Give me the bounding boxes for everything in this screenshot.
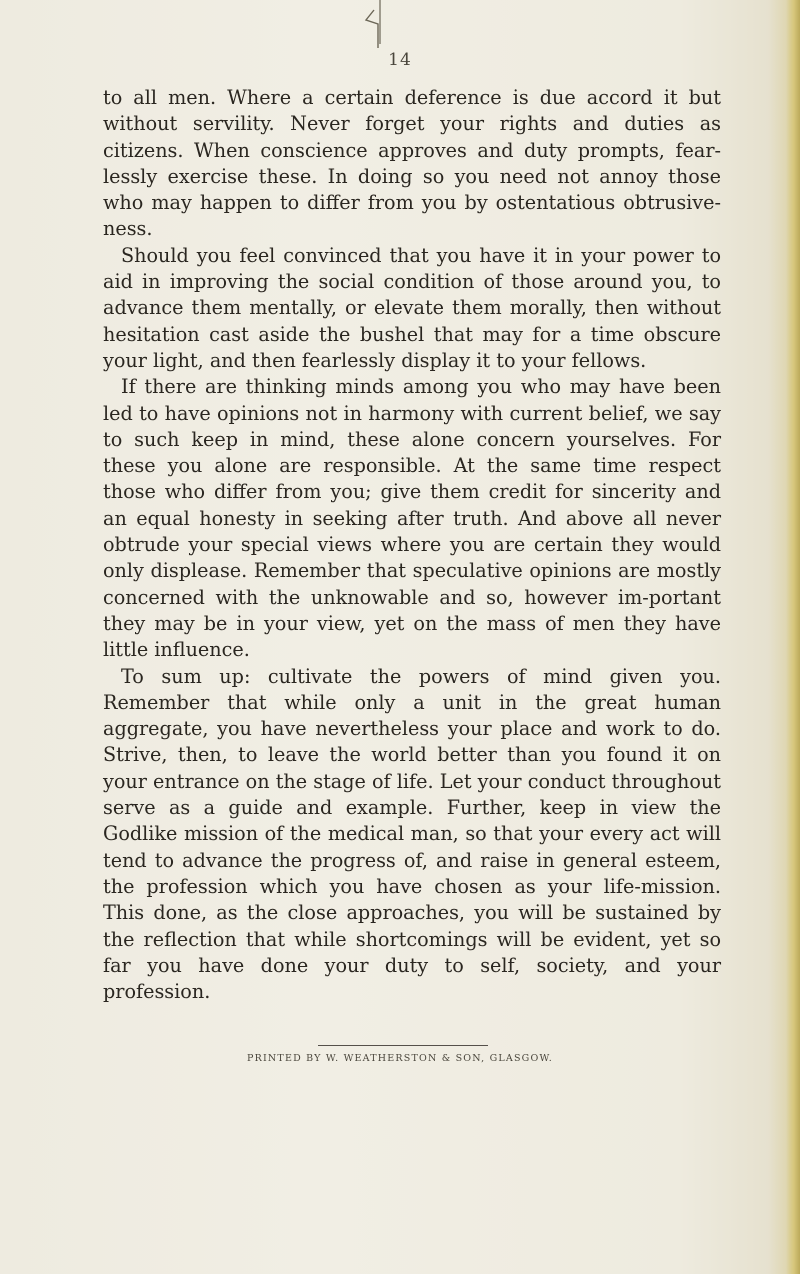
printer-imprint: PRINTED BY W. WEATHERSTON & SON, GLASGOW. xyxy=(247,1053,553,1064)
paragraph: To sum up: cultivate the powers of mind given you. Remember that while only a unit in the great human aggregate, you have nevertheless your place and work to do. Strive, then, to leave the world better than you found it on your entrance on the stage of life. Let your conduct throughout serve as a guide and example. Further, keep in view the Godlike mission of the medical man, so that your every act will tend to advance the progress of, and raise in general esteem, the profession which you have chosen as your life-mission. This done, as the close approaches, you will be sustained by the reflection that while shortcomings will be evident, yet so far you have done your duty to self, society, and your profession. xyxy=(103,664,721,1004)
divider-rule xyxy=(318,1045,488,1046)
body-text xyxy=(103,85,721,1005)
paragraph: If there are thinking minds among you who may have been led to have opinions not in harmony with current belief, we say to such keep in mind, these alone concern yourselves. For these you alone are responsible. At the same time respect those who differ from you; give them credit for sincerity and an equal honesty in seeking after truth. And above all never obtrude your special views where you are certain they would only displease. Remember that speculative opinions are mostly concerned with the unknowable and so, however im-portant they may be in your view, yet on the mass of men they have little influence. xyxy=(103,375,721,662)
page-edge-shadow xyxy=(786,0,800,1274)
paragraph: to all men. Where a certain deference is due accord it but without servility. Never forget your rights and duties as citizens. When conscience approves and duty prompts, fear-lessly exercise these. In doing so you need not annoy those who may happen to differ from you by ostentatious obtrusive-ness. xyxy=(103,86,721,241)
paragraph: Should you feel convinced that you have it in your power to aid in improving the social condition of those around you, to advance them mentally, or elevate them morally, then without hesitation cast aside the bushel that may for a time obscure your light, and then fearlessly display it to your fellows. xyxy=(103,243,721,372)
page-number: 14 xyxy=(388,50,412,70)
